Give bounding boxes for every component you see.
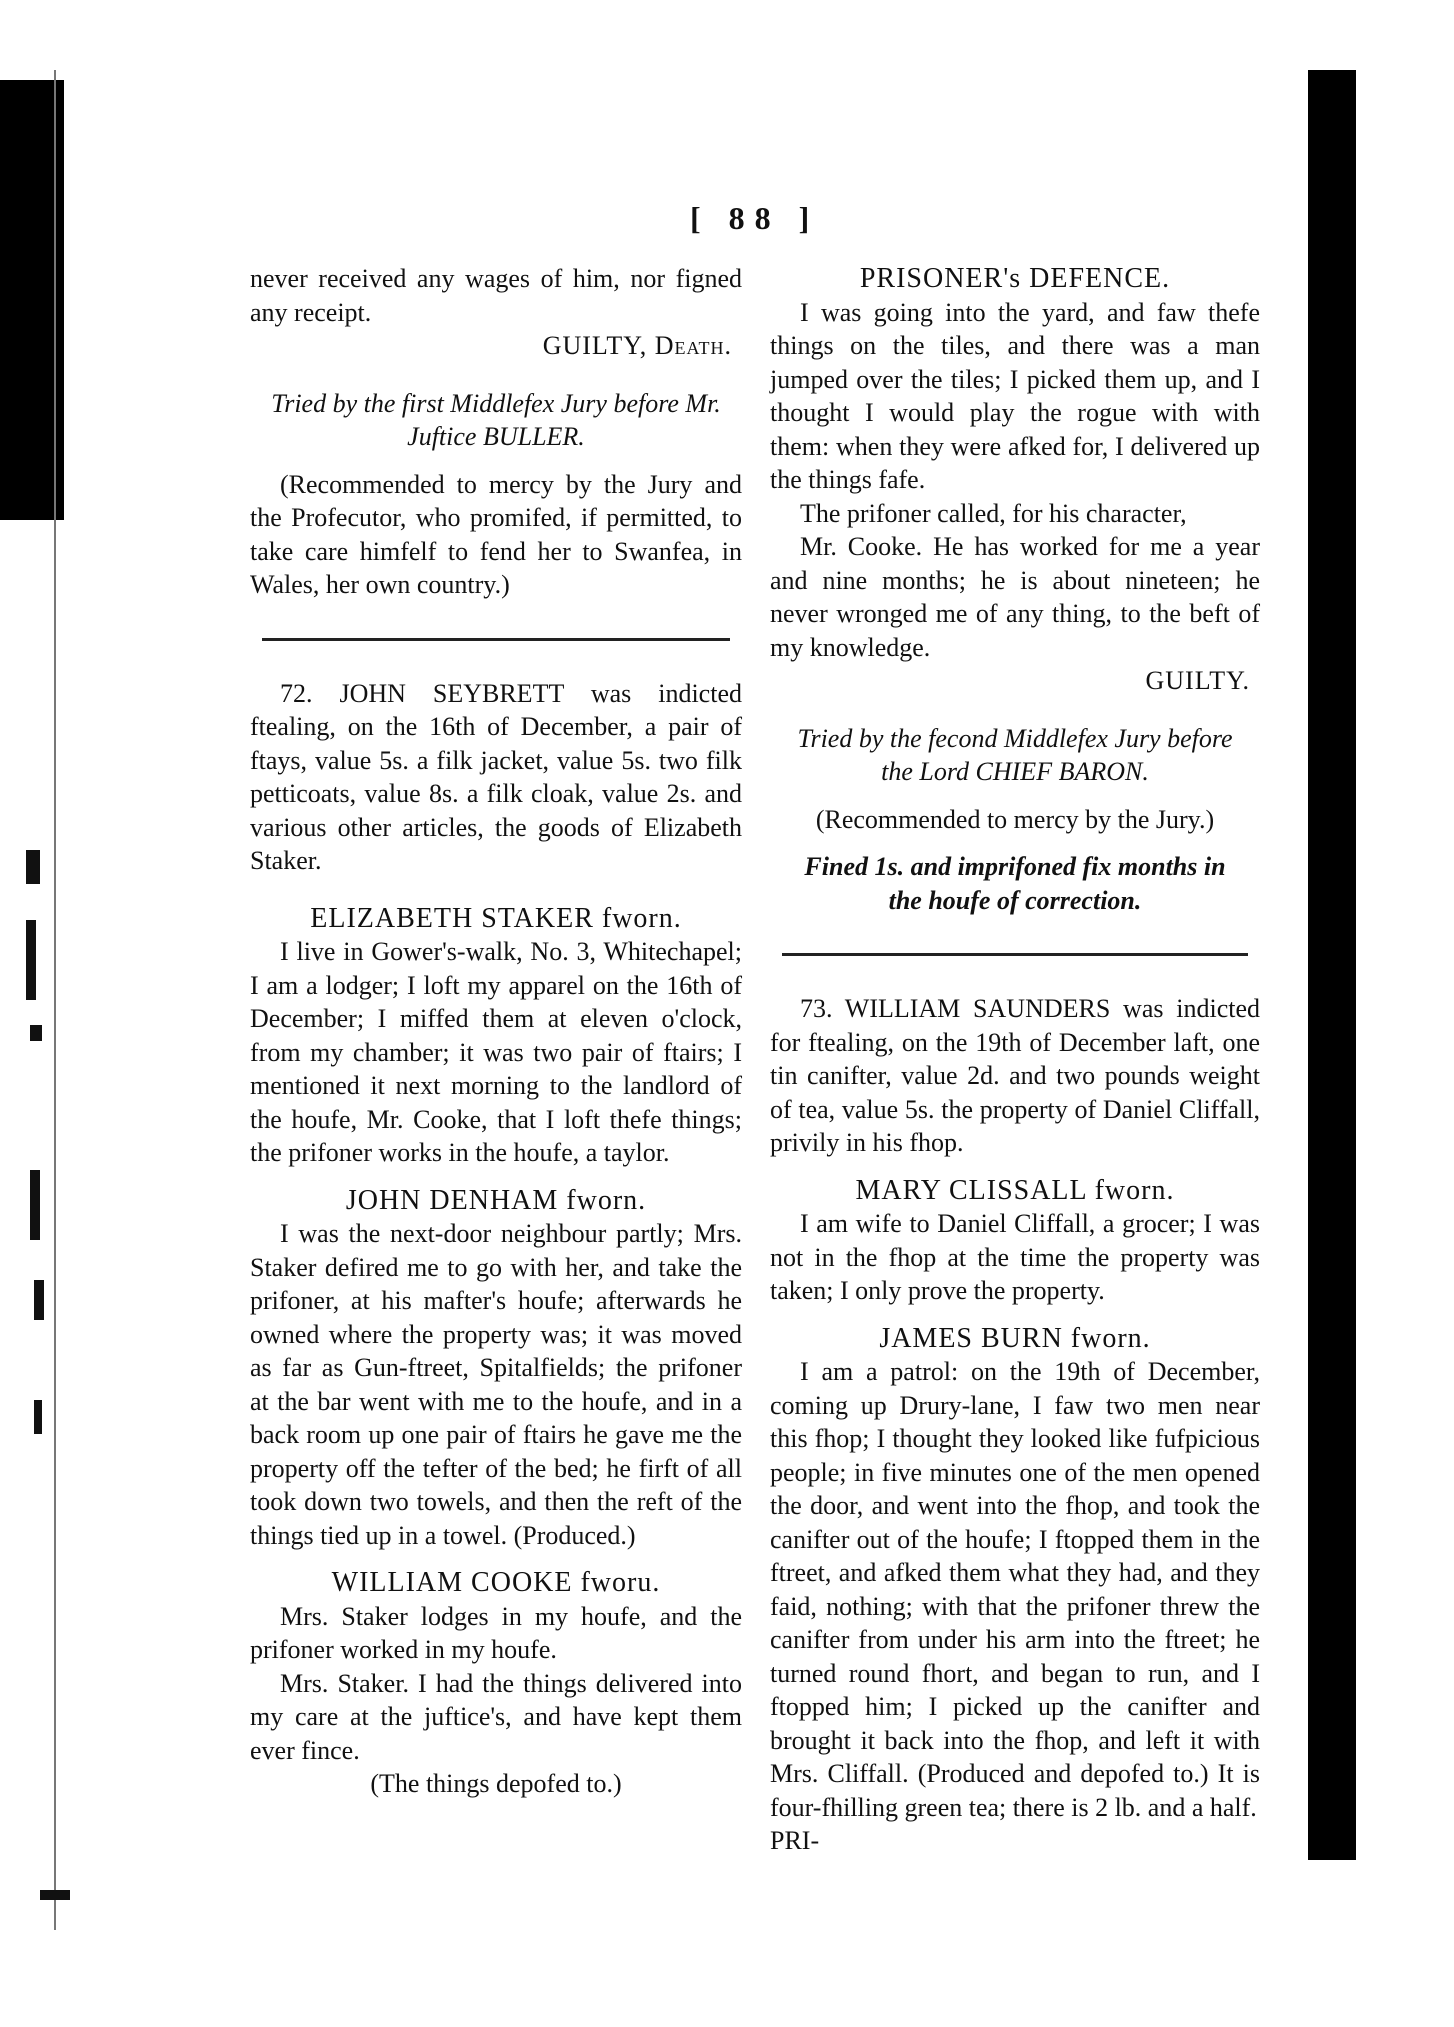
testimony-mrs-staker: Mrs. Staker. I had the things delivered into my care at the juftice's, and have kept them ever fince. xyxy=(250,1668,742,1765)
witness-heading-james-burn: JAMES BURN fworn. xyxy=(879,1322,1151,1354)
testimony-william-cooke: Mrs. Staker lodges in my houfe, and the prifoner worked in my houfe. xyxy=(250,1601,742,1664)
character-call: The prifoner called, for his character, xyxy=(800,498,1187,528)
testimony-mr-cooke: Mr. Cooke. He has worked for me a year and nine months; he is about nineteen; he never wronged me of any thing, to the beft of my knowledge. xyxy=(770,532,1260,662)
prisoner-defence-heading: PRISONER's DEFENCE. xyxy=(859,263,1171,294)
testimony-mary-clissall: I am wife to Daniel Cliffall, a grocer; I was not in the fhop at the time the property was taken; I only prove the property. xyxy=(770,1209,1260,1305)
right-column xyxy=(770,262,1260,1858)
right-verdict: GUILTY. xyxy=(1145,666,1250,695)
right-tried-note: Tried by the fecond Middlefex Jury before the Lord CHIEF BARON. xyxy=(797,723,1233,786)
left-tried-note: Tried by the first Middlefex Jury before Mr. Juftice BULLER. xyxy=(271,388,721,451)
scan-left-edge xyxy=(0,70,70,1970)
catchword: PRI- xyxy=(770,1826,820,1855)
testimony-elizabeth-staker: I live in Gower's-walk, No. 3, Whitechapel; I am a lodger; I loft my apparel on the 16th of December; I miffed them at eleven o'clock, from my chamber; it was two pair of ftairs; I mentioned it next morning to the landlord of the houfe, Mr. Cooke, that I loft thefe things; the prifoner works in the houfe, a taylor. xyxy=(250,937,742,1167)
scan-right-edge xyxy=(1308,70,1356,1860)
witness-heading-john-denham: JOHN DENHAM fworn. xyxy=(345,1184,647,1216)
right-recommendation: (Recommended to mercy by the Jury.) xyxy=(815,804,1215,834)
left-recommendation: (Recommended to mercy by the Jury and the Profecutor, who promifed, if permitted, to take care himfelf to fend her to Swanfea, in Wales, her own country.) xyxy=(250,469,742,599)
left-para-1: never received any wages of him, nor figned any receipt. xyxy=(250,264,742,327)
witness-heading-elizabeth-staker: ELIZABETH STAKER fworn. xyxy=(310,902,682,934)
case-73-indictment: 73. WILLIAM SAUNDERS was indicted for ftealing, on the 19th of December laft, one tin canifter, value 2d. and two pounds weight of tea, value 5s. the property of Daniel Cliffall, privily in his fhop. xyxy=(770,994,1260,1157)
witness-heading-mary-clissall: MARY CLISSALL fworn. xyxy=(855,1174,1175,1206)
left-verdict: GUILTY, Death. xyxy=(542,331,732,360)
testimony-james-burn: I am a patrol: on the 19th of December, coming up Drury-lane, I faw two men near this fhop; I thought they looked like fufpicious people; in five minutes one of the men opened the door, and went into the fhop, and took the canifter out of the houfe; I ftopped them in the ftreet, and afked them what they had, and they faid, nothing; with that the prifoner threw the canifter from under his arm into the ftreet; he turned round fhort, and began to run, and I ftopped him; I picked up the canifter and brought it back into the fhop, and left it with Mrs. Cliffall. (Produced and depofed to.) It is four-fhilling green tea; there is 2 lb. and a half. xyxy=(770,1357,1260,1822)
prisoner-defence-text: I was going into the yard, and faw thefe things on the tiles, and there was a man jumped over the tiles; I picked them up, and I thought I would play the rogue with with them: when they were afked for, I delivered up the things fafe. xyxy=(770,297,1260,494)
testimony-john-denham: I was the next-door neighbour partly; Mrs. Staker defired me to go with her, and take the prifoner, at his mafter's houfe; afterwards he owned where the property was; it was moved as far as Gun-ftreet, Spitalfields; the prifoner at the bar went with me to the houfe, and in a back room up one pair of ftairs he gave me the property off the tefter of the bed; he firft of all took down two towels, and then the reft of the things tied up in a towel. (Produced.) xyxy=(250,1219,742,1550)
left-deposed-note: (The things depofed to.) xyxy=(370,1769,622,1798)
witness-heading-william-cooke: WILLIAM COOKE fworu. xyxy=(331,1567,661,1598)
case-72-indictment: 72. JOHN SEYBRETT was indicted ftealing, on the 16th of December, a pair of ftays, value 5s. a filk jacket, value 5s. two filk petticoats, value 8s. a filk cloak, value 2s. and various other articles, the goods of Elizabeth Staker. xyxy=(250,678,742,875)
left-column xyxy=(250,262,742,1801)
sentence-note: Fined 1s. and imprifoned fix months in the houfe of correction. xyxy=(804,852,1226,915)
page-number: [ 88 ] xyxy=(690,200,820,236)
